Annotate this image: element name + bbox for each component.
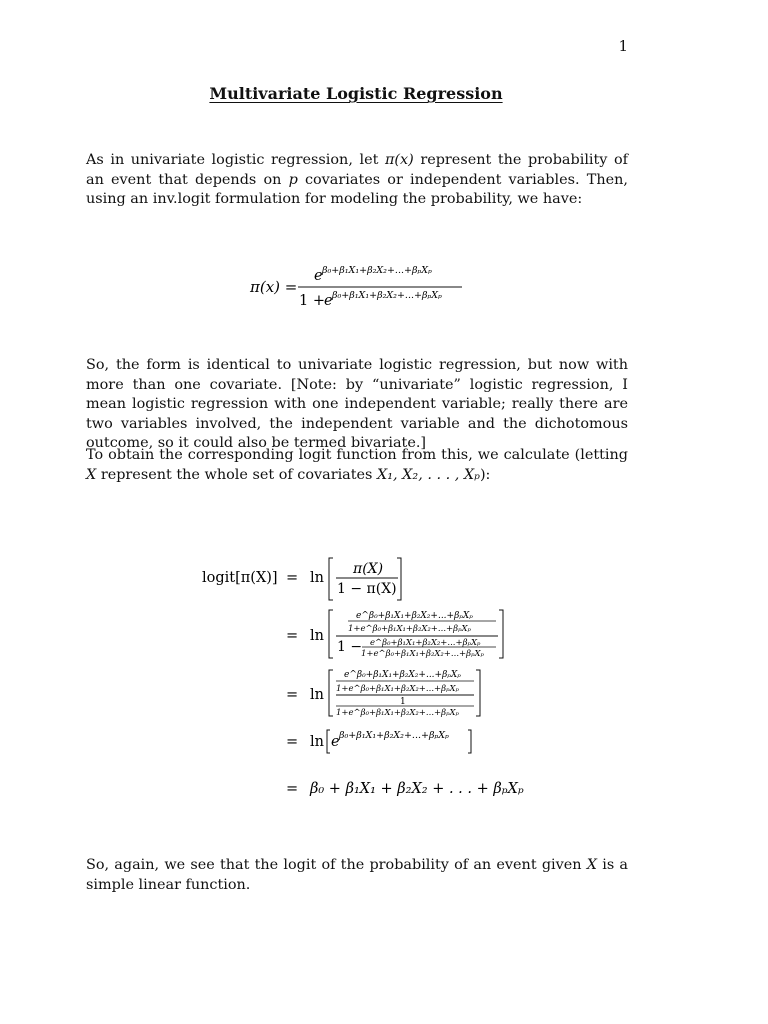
eq1-denominator [299, 290, 442, 309]
eq2-line2-den-den: 1+e^β₀+β₁X₁+β₂X₂+...+βₚXₚ [361, 649, 484, 659]
eq2-line2-inner-den: 1+e^β₀+β₁X₁+β₂X₂+...+βₚXₚ [348, 624, 471, 634]
eq2-right-bracket-4 [468, 730, 471, 753]
eq2-line2-inner-num: e^β₀+β₁X₁+β₂X₂+...+βₚXₚ [356, 611, 473, 621]
equation-logit-derivation [0, 550, 768, 810]
paragraph-intro-text-3: covariates or independent variables. Then, using an inv.logit formulation for modeling the probability, we have: [86, 171, 628, 207]
eq1-numerator [314, 265, 432, 284]
eq2-line3-den-den: 1+e^β₀+β₁X₁+β₂X₂+...+βₚXₚ [336, 708, 459, 718]
pi-x-symbol: π(x) [384, 152, 414, 168]
eq2-equals-3: = [286, 687, 299, 703]
paragraph-conclusion-text-2: is a simple linear function. [86, 857, 629, 893]
eq2-equals-5: = [286, 781, 299, 797]
eq2-line3-num-den: 1+e^β₀+β₁X₁+β₂X₂+...+βₚXₚ [336, 684, 459, 694]
eq2-left-bracket-4 [327, 730, 330, 753]
eq2-line4-exponent: β₀+β₁X₁+β₂X₂+...+βₚXₚ [339, 730, 449, 741]
paragraph-derivation-text-2: represent the whole set of covariates [96, 466, 378, 483]
eq2-equals-2: = [286, 628, 299, 644]
eq2-line3-den-num: 1 [400, 697, 406, 707]
page-number: 1 [618, 37, 628, 55]
eq2-equals-1: = [286, 570, 299, 586]
svg-text:e: e [314, 268, 323, 284]
paragraph-conclusion [86, 856, 628, 895]
paragraph-intro [86, 151, 628, 210]
covariates-list: X₁, X₂, . . . , Xₚ [377, 466, 480, 483]
eq2-equals-4: = [286, 734, 299, 750]
page-title: Multivariate Logistic Regression [209, 84, 503, 103]
eq2-line4-e: e [331, 734, 340, 750]
eq2-right-bracket-1 [397, 558, 401, 600]
eq2-ln-4: ln [310, 734, 324, 750]
p-symbol: p [288, 171, 298, 188]
eq2-line5-linear: β₀ + β₁X₁ + β₂X₂ + . . . + βₚXₚ [310, 781, 524, 797]
paragraph-derivation-intro [86, 446, 628, 485]
svg-text:β₀+β₁X₁+β₂X₂+...+βₚXₚ: β₀+β₁X₁+β₂X₂+...+βₚXₚ [322, 265, 432, 276]
eq2-left-bracket-1 [329, 558, 333, 600]
paragraph-intro-text-2: represent the probability of an event that depends on [86, 152, 628, 188]
eq2-line1-denominator: 1 − π(X) [337, 581, 397, 597]
paragraph-derivation-text-3: ): [479, 466, 491, 483]
eq1-lhs: π(x) = [250, 278, 298, 296]
svg-text:β₀+β₁X₁+β₂X₂+...+βₚXₚ: β₀+β₁X₁+β₂X₂+...+βₚXₚ [332, 290, 442, 301]
eq2-left-bracket-2 [329, 610, 333, 658]
eq2-right-bracket-2 [499, 610, 503, 658]
paragraph-conclusion-text-1: So, again, we see that the logit of the probability of an event given [86, 857, 587, 873]
svg-text:1 +: 1 + [299, 293, 325, 309]
eq2-right-bracket-3 [476, 670, 480, 716]
eq2-lhs: logit[π(X)] [202, 570, 278, 586]
eq2-line3-num-num: e^β₀+β₁X₁+β₂X₂+...+βₚXₚ [344, 670, 461, 680]
eq2-left-bracket-3 [329, 670, 333, 716]
x-symbol-2: X [586, 857, 598, 873]
svg-text:e: e [324, 293, 333, 309]
eq2-ln-1: ln [310, 570, 324, 586]
paragraph-intro-text-1: As in univariate logistic regression, let [86, 152, 385, 168]
paragraph-derivation-text-1: To obtain the corresponding logit function from this, we calculate (letting [86, 447, 628, 463]
eq2-line1-numerator: π(X) [353, 561, 384, 577]
eq2-line2-den-num: e^β₀+β₁X₁+β₂X₂+...+βₚXₚ [370, 638, 481, 648]
eq2-line2-one-minus: 1 − [337, 639, 363, 655]
eq2-ln-2: ln [310, 628, 324, 644]
equation-inverse-logit [0, 262, 768, 322]
paragraph-note: So, the form is identical to univariate logistic regression, but now with more than one covariate. [Note: by “univariate” logistic regression, I mean logistic regression with one independent variable; really there are two variables involved, the independent variable and the dichotomous outcome, so it could also be termed bivariate.] [86, 357, 628, 451]
eq2-ln-3: ln [310, 687, 324, 703]
x-symbol: X [86, 466, 97, 483]
